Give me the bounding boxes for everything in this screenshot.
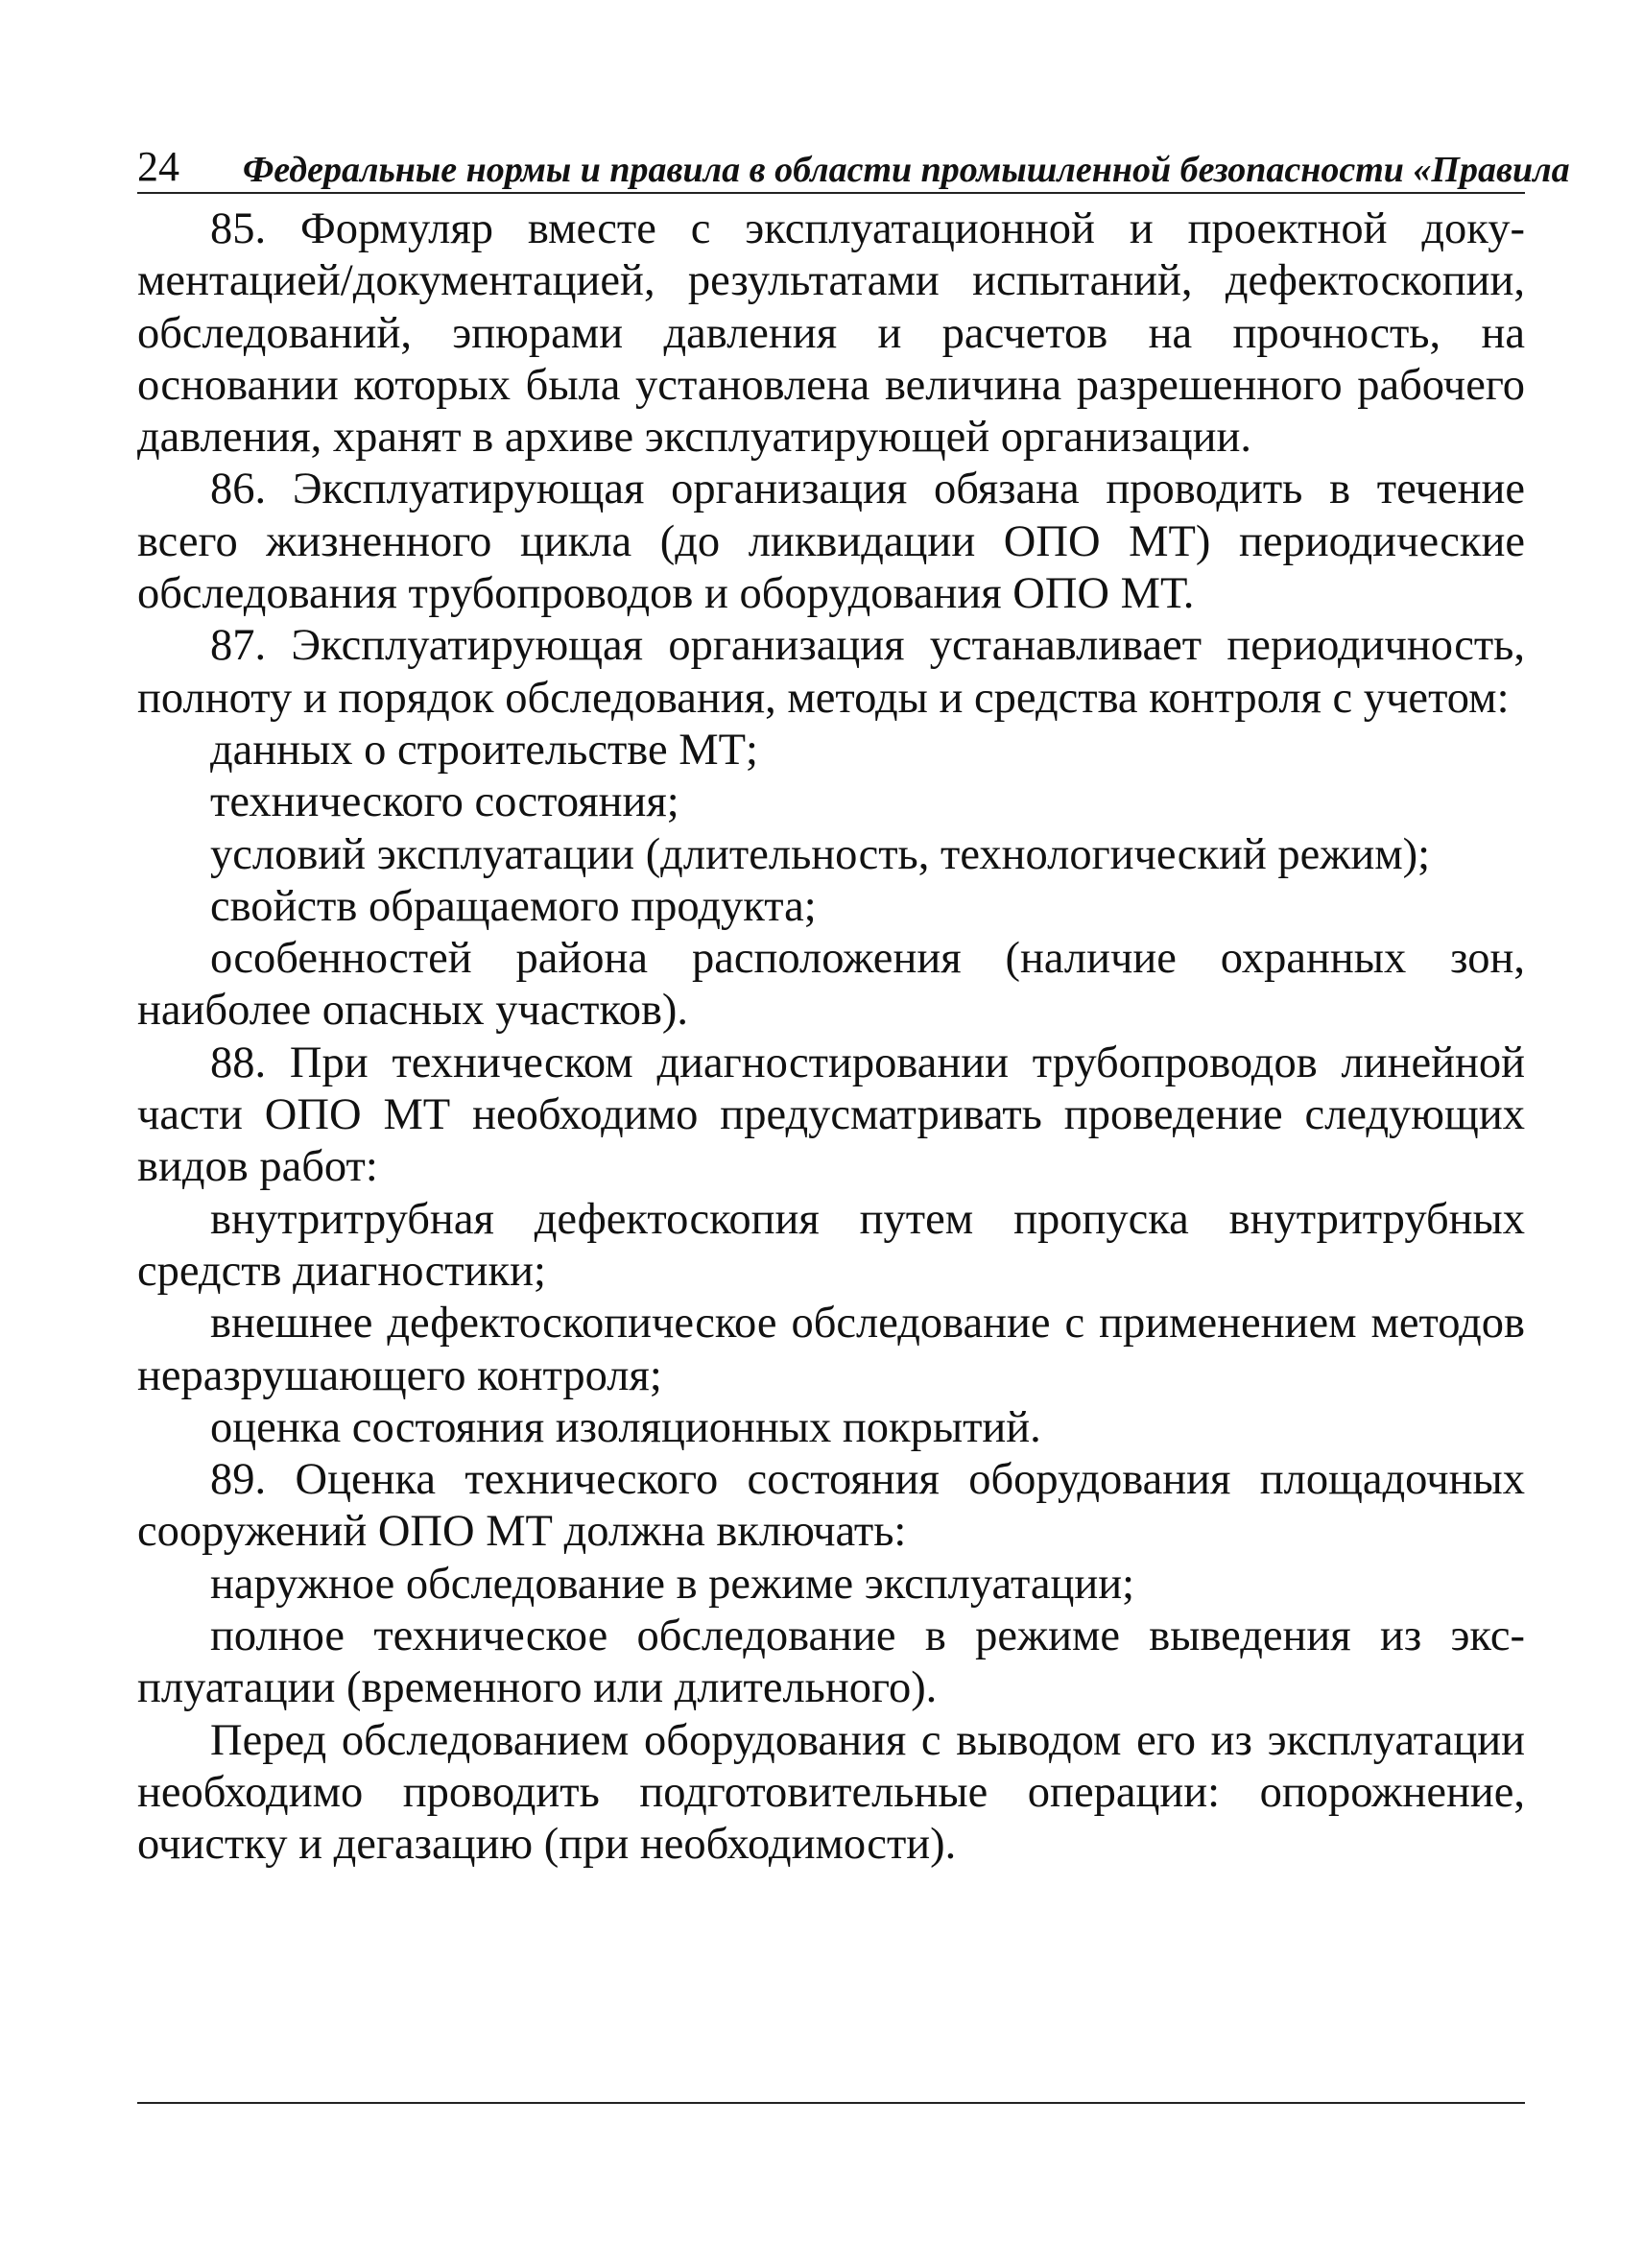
list-item: свойств обращаемого продукта; [210, 881, 817, 931]
footer-rule [137, 2102, 1525, 2104]
running-title: Федеральные нормы и правила в области промышленной безопасности «Правила [243, 150, 1570, 190]
paragraph-85: 85. Формуляр вместе с эксплуатационной и проектной документацией/документацией, результатами испытаний, дефектоскопии, обследований, эпюрами давления и расчетов на прочность, на основании которых была установлена величина разрешенного рабочего давления, хранят в архиве эксплуатирующей организации. [137, 204, 1525, 463]
list-item: наружное обследование в режиме эксплуатации; [210, 1559, 1135, 1609]
paragraph-87: 87. Эксплуатирующая организация устанавливает периодичность, полноту и порядок обследования, методы и средства контроля с учетом: [137, 621, 1525, 723]
list-item: полное техническое обследование в режиме выведения из эксплуатации (временного или длительного). [137, 1611, 1525, 1713]
paragraph-86: 86. Эксплуатирующая организация обязана проводить в течение всего жизненного цикла (до ликвидации ОПО МТ) периодические обследования трубопроводов и оборудования ОПО МТ. [137, 465, 1525, 619]
paragraph-89: 89. Оценка технического состояния оборудования площадочных сооружений ОПО МТ должна включать: [137, 1455, 1525, 1557]
running-header [137, 131, 1570, 190]
paragraph-88: 88. При техническом диагностировании трубопроводов линейной части ОПО МТ необходимо предусматривать проведение следующих видов работ: [137, 1038, 1525, 1192]
paragraph-final: Перед обследованием оборудования с выводом его из эксплуатации необходимо проводить подготовительные операции: опорожнение, очистку и дегазацию (при необходимости). [137, 1715, 1525, 1870]
list-item: оценка состояния изоляционных покрытий. [210, 1402, 1041, 1452]
list-item: особенностей района расположения (наличие охранных зон, наиболее опасных участков). [137, 934, 1525, 1036]
header-rule [137, 192, 1525, 194]
page-number: 24 [137, 143, 179, 190]
list-item: внешнее дефектоскопическое обследование с применением методов неразрушающего контроля; [137, 1299, 1525, 1400]
list-item: условий эксплуатации (длительность, технологический режим); [210, 829, 1431, 879]
list-item: данных о строительстве МТ; [210, 725, 758, 775]
body-text [137, 203, 1525, 1872]
list-item: технического состояния; [210, 777, 679, 827]
list-item: внутритрубная дефектоскопия путем пропуска внутритрубных средств диагностики; [137, 1194, 1525, 1296]
